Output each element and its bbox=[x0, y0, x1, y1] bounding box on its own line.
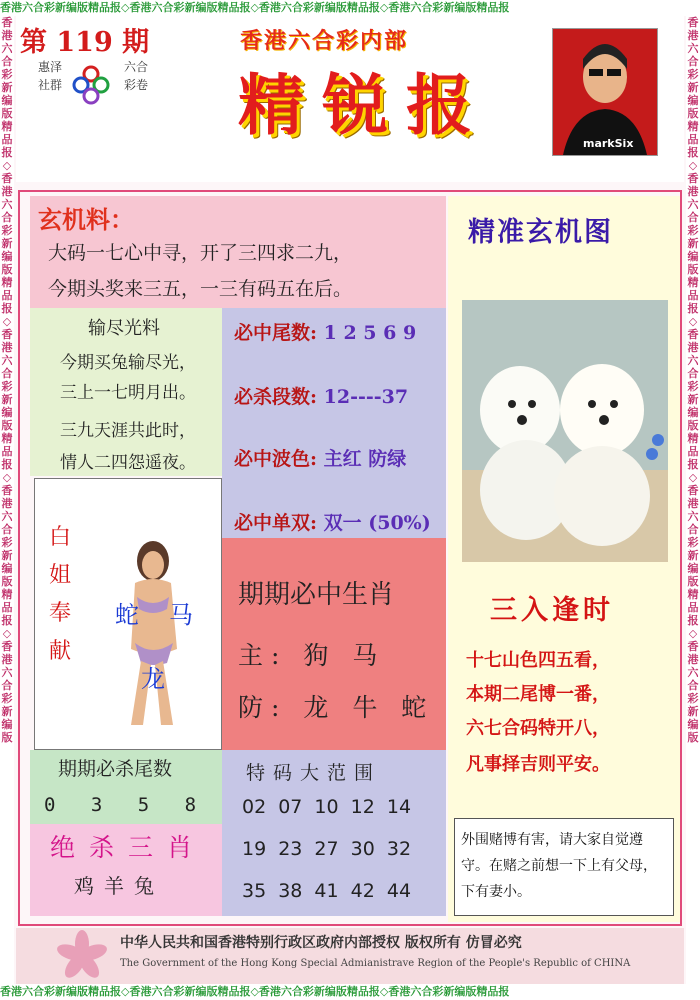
footer-en: The Government of the Hong Kong Special Admianistrave Region of the People's Republic of CHINA bbox=[120, 958, 631, 969]
right-line: 本期二尾博一番， bbox=[466, 684, 610, 705]
poem-line: 情人二四怨遥夜。 bbox=[60, 453, 196, 473]
stat-kill-segment bbox=[234, 382, 408, 409]
badge-left-text: 惠泽社群 bbox=[38, 60, 63, 92]
bottom-border-text: 香港六合彩新编版精品报◇香港六合彩新编版精品报◇香港六合彩新编版精品报◇香港六合彩新编版精品报 bbox=[0, 984, 700, 1000]
zodiac-main: 主: 狗 马 bbox=[238, 641, 386, 670]
stat-odd-even bbox=[234, 508, 431, 535]
puppies-icon bbox=[462, 300, 668, 562]
left-border-text: 香港六合彩新编版精品报◇香港六合彩新编版精品报◇香港六合彩新编版精品报◇香港六合彩新编版精品报◇香港六合彩新编版 bbox=[0, 16, 14, 984]
tail-kill-numbers: 0 3 5 8 bbox=[44, 794, 197, 816]
stat-value: 主红 防绿 bbox=[323, 448, 407, 470]
zodiac-title: 期期必中生肖 bbox=[238, 580, 395, 610]
riddle-line: 大码一七心中寻，开了三四求二九， bbox=[48, 242, 353, 264]
poem-line: 今期买兔输尽光， bbox=[60, 353, 196, 373]
stat-label: 必中波色: bbox=[234, 448, 318, 470]
right-line: 凡事择吉则平安。 bbox=[466, 754, 610, 775]
poem-line: 三上一七明月出。 bbox=[60, 383, 196, 403]
poem-title: 输尽光料 bbox=[88, 318, 160, 339]
header-subtitle: 香港六合彩内部 bbox=[240, 29, 409, 54]
model-figure-icon bbox=[101, 539, 201, 729]
gambling-notice: 外围赌博有害，请大家自觉遵守。在赌之前想一下上有父母，下有妻小。 bbox=[454, 818, 674, 916]
right-line: 十七山色四五看， bbox=[466, 650, 610, 671]
range-row: 02 07 10 12 14 bbox=[242, 796, 412, 818]
right-border-text: 香港六合彩新编版精品报◇香港六合彩新编版精品报◇香港六合彩新编版精品报◇香港六合彩新编版精品报◇香港六合彩新编版 bbox=[686, 16, 700, 984]
riddle-line: 今期头奖来三五，一三有码五在后。 bbox=[48, 278, 353, 300]
right-title: 精准玄机图 bbox=[468, 217, 613, 248]
girl-zodiac-3: 龙 bbox=[141, 665, 165, 693]
top-border-text: 香港六合彩新编版精品报◇香港六合彩新编版精品报◇香港六合彩新编版精品报◇香港六合彩新编版精品报 bbox=[0, 0, 700, 16]
bauhinia-emblem-icon bbox=[56, 930, 108, 982]
stat-label: 必中单双: bbox=[234, 512, 318, 534]
badge-right-text: 六合彩卷 bbox=[124, 60, 149, 92]
stat-label: 必杀段数: bbox=[234, 386, 318, 408]
tail-kill-title: 期期必杀尾数 bbox=[58, 758, 173, 780]
kill-three-values: 鸡羊兔 bbox=[74, 874, 164, 898]
girl-zodiac-1: 蛇 bbox=[115, 601, 139, 629]
page-title: 精锐报 bbox=[238, 67, 490, 144]
lottery-logo-icon bbox=[70, 64, 112, 106]
girl-zodiac-2: 马 bbox=[169, 601, 193, 629]
right-subtitle: 三入逢时 bbox=[490, 595, 614, 626]
range-title: 特码大范围 bbox=[246, 762, 382, 784]
poem-line: 三九天涯共此时， bbox=[60, 421, 196, 441]
issue-number: 第 119 期 bbox=[20, 27, 150, 58]
host-photo bbox=[552, 28, 658, 156]
right-line: 六七合码特开八， bbox=[466, 718, 610, 739]
kill-three-title: 绝杀三肖 bbox=[50, 833, 207, 862]
range-row: 35 38 41 42 44 bbox=[242, 880, 412, 902]
zodiac-guard: 防: 龙 牛 蛇 bbox=[238, 693, 435, 722]
stat-tail-numbers bbox=[234, 318, 416, 345]
stat-label: 必中尾数: bbox=[234, 322, 318, 344]
stat-value: 1 2 5 6 9 bbox=[323, 322, 417, 344]
stat-wave-color bbox=[234, 444, 406, 471]
footer-cn: 中华人民共和国香港特别行政区政府内部授权 版权所有 仿冒必究 bbox=[120, 935, 522, 951]
range-row: 19 23 27 30 32 bbox=[242, 838, 412, 860]
stat-value: 12----37 bbox=[323, 386, 409, 408]
girl-panel bbox=[34, 478, 222, 750]
riddle-title: 玄机料： bbox=[38, 206, 134, 234]
girl-vertical-text: 白姐奉献 bbox=[49, 525, 72, 664]
puppies-image bbox=[462, 300, 668, 562]
photo-label: markSix bbox=[583, 137, 634, 150]
stat-value: 双一 (50%) bbox=[323, 512, 431, 534]
